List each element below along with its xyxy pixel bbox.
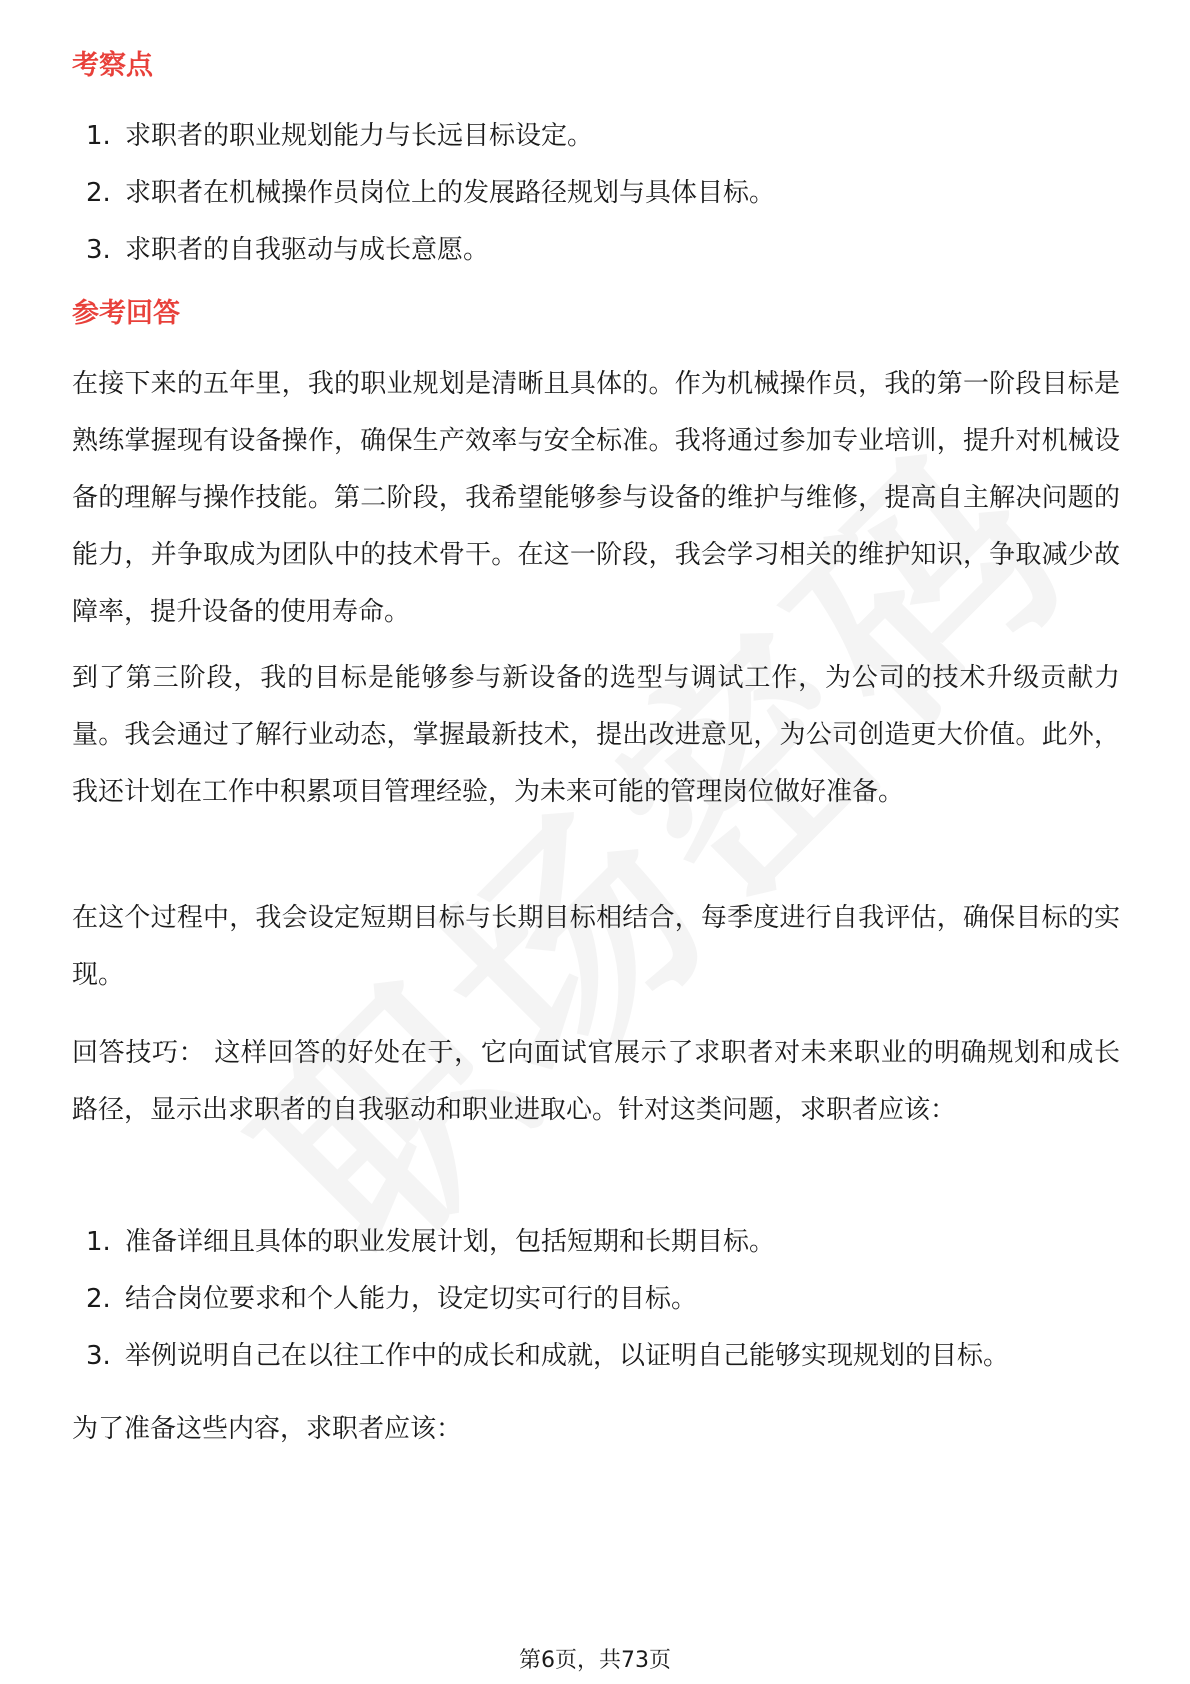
reference-answer-heading: 参考回答 xyxy=(72,298,180,329)
list-item-text: 准备详细且具体的职业发展计划，包括短期和长期目标。 xyxy=(125,1227,776,1257)
answer-paragraph-1: 在接下来的五年里，我的职业规划是清晰且具体的。作为机械操作员，我的第一阶段目标是熟练掌握现有设备操作，确保生产效率与安全标准。我将通过参加专业培训，提升对机械设备的理解与操作技能。第二阶段，我希望能够参与设备的维护与维修，提高自主解决问题的能力，并争取成为团队中的技术骨干。在这一阶段，我会学习相关的维护知识，争取减少故障率，提升设备的使用寿命。 xyxy=(72,369,1120,627)
answer-paragraph-2: 到了第三阶段，我的目标是能够参与新设备的选型与调试工作，为公司的技术升级贡献力量。我会通过了解行业动态，掌握最新技术，提出改进意见，为公司创造更大价值。此外，我还计划在工作中积累项目管理经验，为未来可能的管理岗位做好准备。 xyxy=(72,663,1120,807)
page-number-footer: 第6页，共73页 xyxy=(519,1648,671,1673)
answer-tips-list xyxy=(72,1224,1132,1395)
answer-tips-intro: 回答技巧： 这样回答的好处在于，它向面试官展示了求职者对未来职业的明确规划和成长路径，显示出求职者的自我驱动和职业进取心。针对这类问题，求职者应该： xyxy=(72,1038,1120,1125)
list-item xyxy=(72,118,1132,175)
exam-points-list xyxy=(72,118,1132,289)
list-item-number: 1. xyxy=(86,121,111,151)
list-item-number: 3. xyxy=(86,235,111,265)
list-item-number: 2. xyxy=(86,178,111,208)
answer-paragraph-3: 在这个过程中，我会设定短期目标与长期目标相结合，每季度进行自我评估，确保目标的实现。 xyxy=(72,903,1120,990)
closing-paragraph: 为了准备这些内容，求职者应该： xyxy=(72,1414,463,1444)
list-item-text: 求职者的自我驱动与成长意愿。 xyxy=(125,235,490,265)
list-item xyxy=(72,232,1132,289)
exam-points-heading: 考察点 xyxy=(72,50,153,81)
list-item xyxy=(72,1281,1132,1338)
list-item-text: 求职者的职业规划能力与长远目标设定。 xyxy=(125,121,594,151)
list-item xyxy=(72,175,1132,232)
list-item-number: 2. xyxy=(86,1284,111,1314)
list-item-number: 3. xyxy=(86,1341,111,1371)
list-item xyxy=(72,1338,1132,1395)
list-item-text: 举例说明自己在以往工作中的成长和成就，以证明自己能够实现规划的目标。 xyxy=(125,1341,1010,1371)
list-item-text: 结合岗位要求和个人能力，设定切实可行的目标。 xyxy=(125,1284,698,1314)
list-item xyxy=(72,1224,1132,1281)
list-item-text: 求职者在机械操作员岗位上的发展路径规划与具体目标。 xyxy=(125,178,776,208)
list-item-number: 1. xyxy=(86,1227,111,1257)
